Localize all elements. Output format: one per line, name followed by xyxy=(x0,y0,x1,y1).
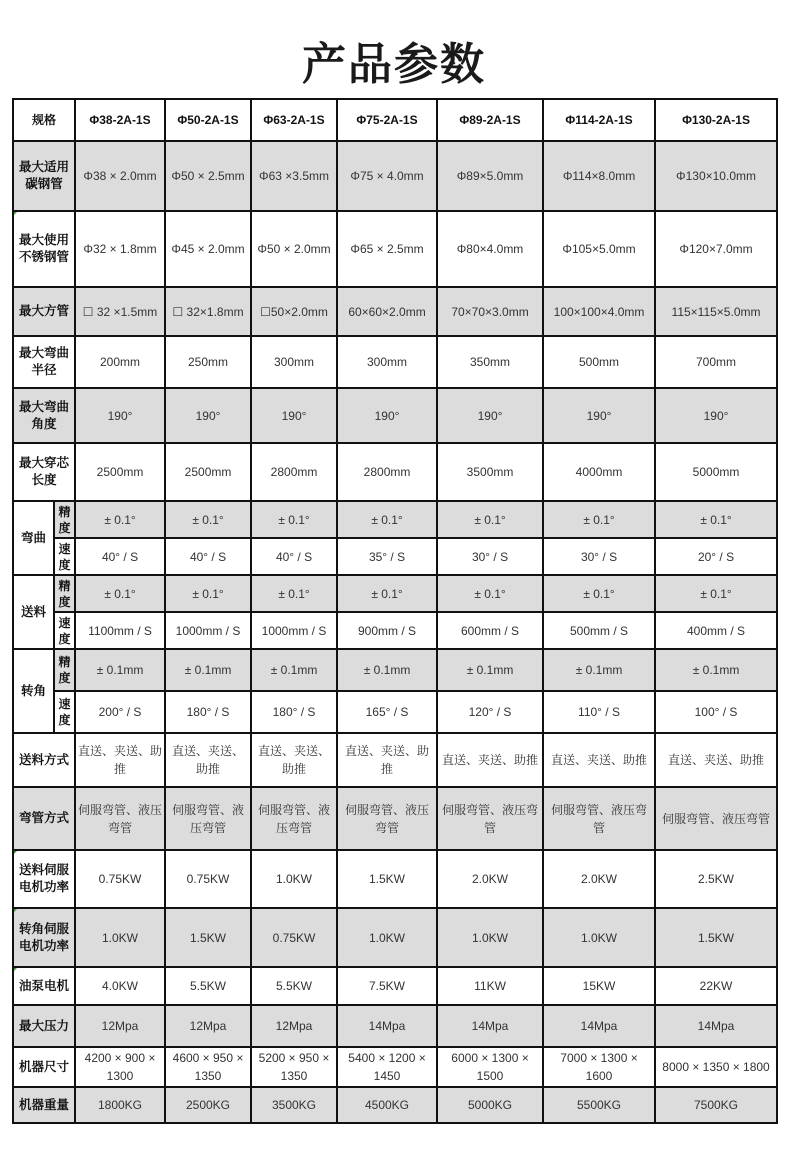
table-cell: 2800mm xyxy=(337,443,437,501)
table-cell: ± 0.1° xyxy=(337,575,437,612)
table-cell: ± 0.1° xyxy=(251,575,337,612)
table-cell: 伺服弯管、液压弯管 xyxy=(337,787,437,850)
table-cell: ± 0.1mm xyxy=(75,649,165,691)
table-cell: ± 0.1° xyxy=(251,501,337,538)
table-cell: ± 0.1mm xyxy=(165,649,251,691)
table-cell: 0.75KW xyxy=(75,850,165,908)
sub-label: 精度 xyxy=(54,501,75,538)
table-cell: 30° / S xyxy=(543,538,655,575)
table-cell: 0.75KW xyxy=(165,850,251,908)
table-row xyxy=(13,388,777,443)
table-cell: 12Mpa xyxy=(75,1005,165,1047)
table-cell: 2500mm xyxy=(75,443,165,501)
table-cell: 110° / S xyxy=(543,691,655,733)
row-label: 弯管方式 xyxy=(13,787,75,850)
table-cell: 2.0KW xyxy=(543,850,655,908)
table-cell: Φ45 × 2.0mm xyxy=(165,211,251,287)
table-cell: 900mm / S xyxy=(337,612,437,649)
table-cell: 100×100×4.0mm xyxy=(543,287,655,336)
table-cell: 20° / S xyxy=(655,538,777,575)
sub-label: 精度 xyxy=(54,649,75,691)
table-cell: 2500KG xyxy=(165,1087,251,1123)
model-header: Φ38-2A-1S xyxy=(75,99,165,141)
table-cell: 190° xyxy=(165,388,251,443)
table-cell: 2500mm xyxy=(165,443,251,501)
table-cell: 直送、夹送、助推 xyxy=(437,733,543,787)
table-row xyxy=(13,575,777,612)
table-cell: Φ114×8.0mm xyxy=(543,141,655,211)
row-label: 最大弯曲角度 xyxy=(13,388,75,443)
table-cell: 4500KG xyxy=(337,1087,437,1123)
table-cell: 250mm xyxy=(165,336,251,388)
table-cell: 1.0KW xyxy=(251,850,337,908)
table-cell: 5500KG xyxy=(543,1087,655,1123)
sub-label: 速度 xyxy=(54,691,75,733)
row-label: 油泵电机 xyxy=(13,967,75,1005)
table-cell: ± 0.1° xyxy=(437,575,543,612)
table-cell: 120° / S xyxy=(437,691,543,733)
table-row xyxy=(13,211,777,287)
table-header-row xyxy=(13,99,777,141)
table-cell: 3500mm xyxy=(437,443,543,501)
table-cell: 5200 × 950 × 1350 xyxy=(251,1047,337,1087)
table-row xyxy=(13,443,777,501)
table-cell: Φ130×10.0mm xyxy=(655,141,777,211)
table-cell: 1.0KW xyxy=(75,908,165,967)
table-cell: Φ38 × 2.0mm xyxy=(75,141,165,211)
table-cell: 700mm xyxy=(655,336,777,388)
table-cell: ± 0.1mm xyxy=(655,649,777,691)
table-cell: 190° xyxy=(543,388,655,443)
table-cell: 伺服弯管、液压弯管 xyxy=(165,787,251,850)
table-cell: Φ50 × 2.5mm xyxy=(165,141,251,211)
table-cell: 14Mpa xyxy=(655,1005,777,1047)
table-cell: 4000mm xyxy=(543,443,655,501)
table-cell: ± 0.1° xyxy=(543,575,655,612)
table-cell: 4.0KW xyxy=(75,967,165,1005)
table-cell: 伺服弯管、液压弯管 xyxy=(543,787,655,850)
table-cell: 200° / S xyxy=(75,691,165,733)
table-cell: 400mm / S xyxy=(655,612,777,649)
model-header: Φ50-2A-1S xyxy=(165,99,251,141)
table-cell: 4600 × 950 × 1350 xyxy=(165,1047,251,1087)
table-cell: 5400 × 1200 × 1450 xyxy=(337,1047,437,1087)
row-label: 送料伺服电机功率 xyxy=(13,850,75,908)
table-cell: ± 0.1° xyxy=(655,575,777,612)
table-cell: 190° xyxy=(75,388,165,443)
table-cell: ☐50×2.0mm xyxy=(251,287,337,336)
table-cell: 100° / S xyxy=(655,691,777,733)
table-cell: Φ75 × 4.0mm xyxy=(337,141,437,211)
row-label: 转角伺服电机功率 xyxy=(13,908,75,967)
table-cell: 直送、夹送、助推 xyxy=(655,733,777,787)
group-label: 转角 xyxy=(13,649,54,733)
sub-label: 速度 xyxy=(54,612,75,649)
table-cell: ± 0.1° xyxy=(75,501,165,538)
table-cell: 1100mm / S xyxy=(75,612,165,649)
table-cell: 180° / S xyxy=(165,691,251,733)
table-cell: 直送、夹送、助推 xyxy=(337,733,437,787)
table-row xyxy=(13,1087,777,1123)
row-label: 最大方管 xyxy=(13,287,75,336)
table-cell: 12Mpa xyxy=(165,1005,251,1047)
table-cell: 6000 × 1300 × 1500 xyxy=(437,1047,543,1087)
table-cell: ± 0.1° xyxy=(165,575,251,612)
table-cell: 14Mpa xyxy=(437,1005,543,1047)
table-cell: 7500KG xyxy=(655,1087,777,1123)
row-label: 最大使用不锈钢管 xyxy=(13,211,75,287)
table-cell: 350mm xyxy=(437,336,543,388)
table-cell: ± 0.1mm xyxy=(337,649,437,691)
table-row xyxy=(13,850,777,908)
table-cell: 40° / S xyxy=(75,538,165,575)
table-cell: 12Mpa xyxy=(251,1005,337,1047)
table-cell: 200mm xyxy=(75,336,165,388)
model-header: Φ63-2A-1S xyxy=(251,99,337,141)
table-cell: Φ63 ×3.5mm xyxy=(251,141,337,211)
table-cell: 5000mm xyxy=(655,443,777,501)
table-cell: 500mm xyxy=(543,336,655,388)
table-cell: 直送、夹送、助推 xyxy=(165,733,251,787)
table-row xyxy=(13,501,777,538)
table-row xyxy=(13,287,777,336)
table-cell: 2800mm xyxy=(251,443,337,501)
table-cell: 30° / S xyxy=(437,538,543,575)
table-cell: 40° / S xyxy=(165,538,251,575)
table-cell: 14Mpa xyxy=(337,1005,437,1047)
table-row xyxy=(13,967,777,1005)
row-label: 机器重量 xyxy=(13,1087,75,1123)
table-row xyxy=(13,908,777,967)
sub-label: 精度 xyxy=(54,575,75,612)
table-cell: 5.5KW xyxy=(251,967,337,1005)
model-header: Φ114-2A-1S xyxy=(543,99,655,141)
table-cell: 165° / S xyxy=(337,691,437,733)
table-cell: 190° xyxy=(655,388,777,443)
table-cell: 1000mm / S xyxy=(251,612,337,649)
table-cell: Φ89×5.0mm xyxy=(437,141,543,211)
table-row xyxy=(13,1005,777,1047)
table-cell: 60×60×2.0mm xyxy=(337,287,437,336)
row-label: 最大适用碳钢管 xyxy=(13,141,75,211)
table-cell: 伺服弯管、液压弯管 xyxy=(251,787,337,850)
table-cell: 1.5KW xyxy=(337,850,437,908)
table-cell: 1.5KW xyxy=(655,908,777,967)
table-cell: 直送、夹送、助推 xyxy=(75,733,165,787)
table-row xyxy=(13,612,777,649)
table-row xyxy=(13,336,777,388)
table-row xyxy=(13,538,777,575)
table-cell: 4200 × 900 × 1300 xyxy=(75,1047,165,1087)
table-cell: 11KW xyxy=(437,967,543,1005)
table-cell: 14Mpa xyxy=(543,1005,655,1047)
table-cell: ± 0.1mm xyxy=(543,649,655,691)
table-cell: ± 0.1° xyxy=(337,501,437,538)
table-cell: 15KW xyxy=(543,967,655,1005)
table-cell: 0.75KW xyxy=(251,908,337,967)
table-cell: Φ120×7.0mm xyxy=(655,211,777,287)
table-cell: Φ80×4.0mm xyxy=(437,211,543,287)
table-cell: 7000 × 1300 × 1600 xyxy=(543,1047,655,1087)
table-cell: 3500KG xyxy=(251,1087,337,1123)
table-cell: 7.5KW xyxy=(337,967,437,1005)
table-row xyxy=(13,691,777,733)
table-cell: ± 0.1° xyxy=(543,501,655,538)
table-cell: 伺服弯管、液压弯管 xyxy=(75,787,165,850)
table-cell: ± 0.1mm xyxy=(251,649,337,691)
table-cell: ☐ 32×1.8mm xyxy=(165,287,251,336)
row-label: 最大弯曲半径 xyxy=(13,336,75,388)
row-label: 机器尺寸 xyxy=(13,1047,75,1087)
table-cell: 190° xyxy=(437,388,543,443)
table-cell: 115×115×5.0mm xyxy=(655,287,777,336)
table-cell: Φ105×5.0mm xyxy=(543,211,655,287)
model-header: Φ75-2A-1S xyxy=(337,99,437,141)
table-cell: 伺服弯管、液压弯管 xyxy=(437,787,543,850)
table-cell: 190° xyxy=(337,388,437,443)
group-label: 弯曲 xyxy=(13,501,54,575)
table-cell: 5.5KW xyxy=(165,967,251,1005)
table-cell: 70×70×3.0mm xyxy=(437,287,543,336)
table-cell: ± 0.1° xyxy=(437,501,543,538)
table-row xyxy=(13,649,777,691)
table-cell: 300mm xyxy=(251,336,337,388)
table-cell: ± 0.1mm xyxy=(437,649,543,691)
table-cell: 1000mm / S xyxy=(165,612,251,649)
table-cell: 35° / S xyxy=(337,538,437,575)
table-cell: 600mm / S xyxy=(437,612,543,649)
table-cell: 22KW xyxy=(655,967,777,1005)
page-title: 产品参数 xyxy=(302,39,486,90)
table-cell: 2.0KW xyxy=(437,850,543,908)
table-row xyxy=(13,1047,777,1087)
table-cell: ± 0.1° xyxy=(75,575,165,612)
table-row xyxy=(13,733,777,787)
table-cell: 伺服弯管、液压弯管 xyxy=(655,787,777,850)
table-cell: ± 0.1° xyxy=(655,501,777,538)
table-cell: 1.0KW xyxy=(437,908,543,967)
table-cell: 1.0KW xyxy=(337,908,437,967)
table-cell: 40° / S xyxy=(251,538,337,575)
table-row xyxy=(13,141,777,211)
table-cell: 2.5KW xyxy=(655,850,777,908)
table-cell: Φ32 × 1.8mm xyxy=(75,211,165,287)
table-cell: 5000KG xyxy=(437,1087,543,1123)
table-cell: Φ50 × 2.0mm xyxy=(251,211,337,287)
table-cell: 180° / S xyxy=(251,691,337,733)
table-row xyxy=(13,787,777,850)
table-cell: 300mm xyxy=(337,336,437,388)
model-header: Φ130-2A-1S xyxy=(655,99,777,141)
table-cell: 190° xyxy=(251,388,337,443)
row-label: 送料方式 xyxy=(13,733,75,787)
sub-label: 速度 xyxy=(54,538,75,575)
table-cell: 1.0KW xyxy=(543,908,655,967)
table-cell: Φ65 × 2.5mm xyxy=(337,211,437,287)
table-cell: 1.5KW xyxy=(165,908,251,967)
table-cell: 500mm / S xyxy=(543,612,655,649)
table-cell: 1800KG xyxy=(75,1087,165,1123)
table-cell: 8000 × 1350 × 1800 xyxy=(655,1047,777,1087)
table-cell: 直送、夹送、助推 xyxy=(543,733,655,787)
group-label: 送料 xyxy=(13,575,54,649)
table-cell: 直送、夹送、助推 xyxy=(251,733,337,787)
spec-table xyxy=(12,98,778,1124)
table-cell: ± 0.1° xyxy=(165,501,251,538)
model-header: Φ89-2A-1S xyxy=(437,99,543,141)
header-spec-label: 规格 xyxy=(13,99,75,141)
row-label: 最大压力 xyxy=(13,1005,75,1047)
row-label: 最大穿芯长度 xyxy=(13,443,75,501)
table-cell: ☐ 32 ×1.5mm xyxy=(75,287,165,336)
